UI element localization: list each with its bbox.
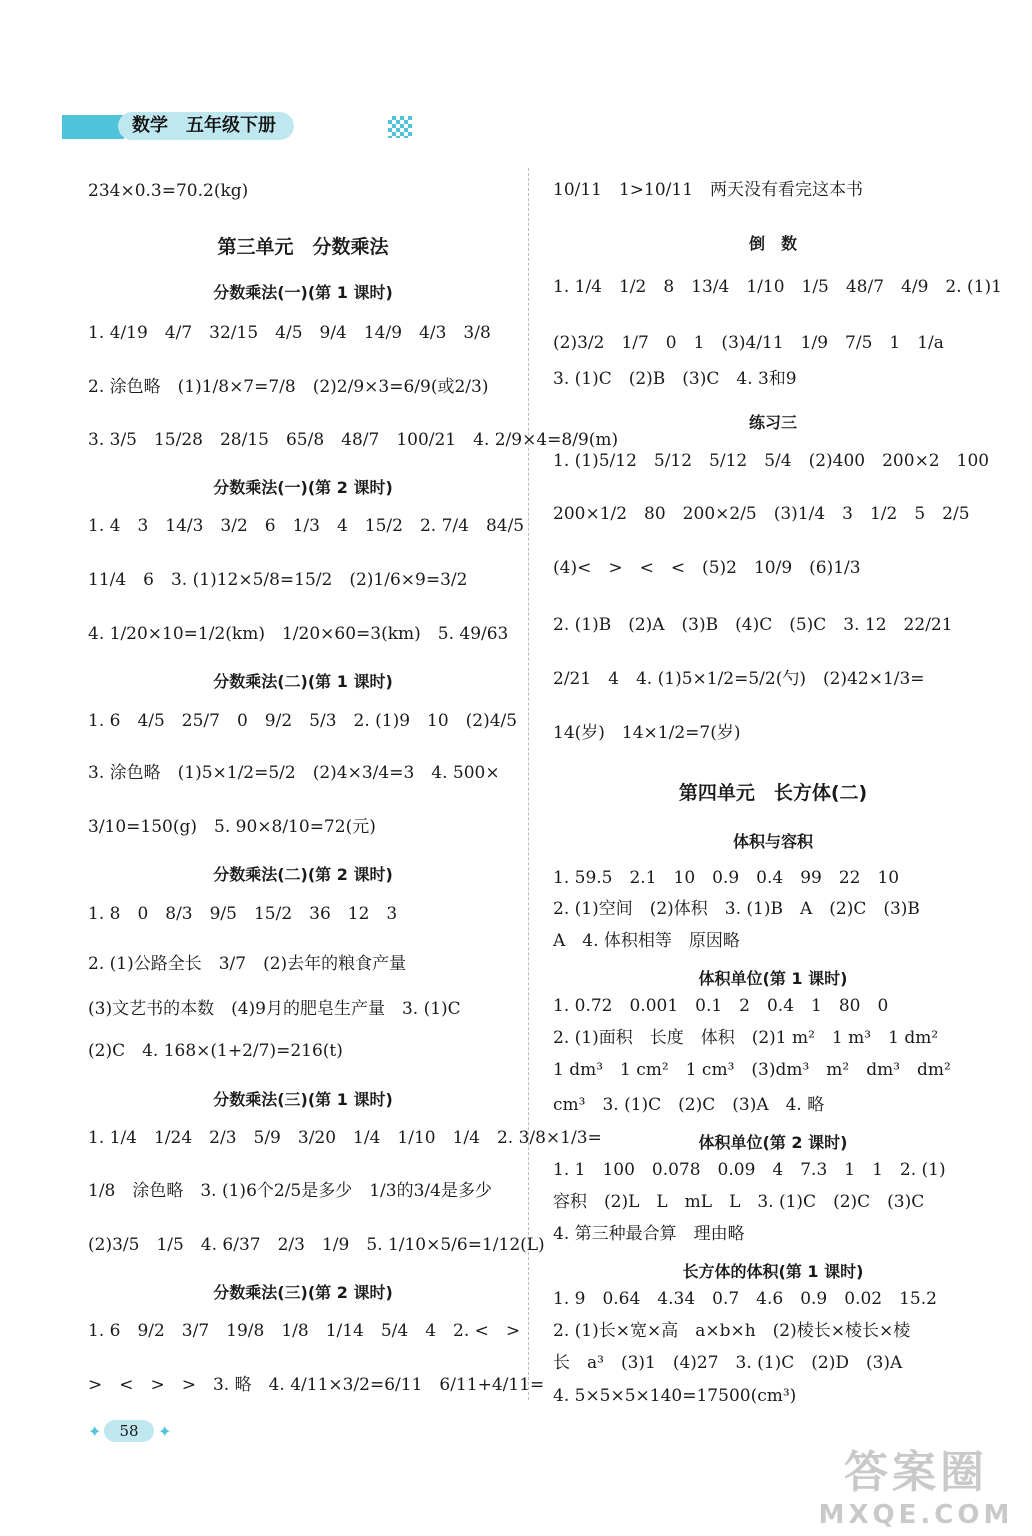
answer-line: 4. 第三种最合算 理由略: [553, 1224, 745, 1244]
answer-line: 3. (1)C (2)B (3)C 4. 3和9: [553, 369, 797, 389]
header-subject: 数学: [132, 115, 168, 136]
answer-line: (4)< > < < (5)2 10/9 (6)1/3: [553, 558, 861, 578]
answer-line: (2)3/2 1/7 0 1 (3)4/11 1/9 7/5 1 1/a: [553, 333, 944, 353]
answer-line: 234×0.3=70.2(kg): [88, 181, 249, 201]
page-number-label: 58: [104, 1420, 154, 1442]
answer-line: (3)文艺书的本数 (4)9月的肥皂生产量 3. (1)C: [88, 999, 461, 1019]
section-title: 分数乘法(二)(第 1 课时): [213, 672, 393, 691]
section-title: 体积与容积: [732, 832, 813, 851]
answer-line: 3/10=150(g) 5. 90×8/10=72(元): [88, 817, 376, 837]
answer-line: 2/21 4 4. (1)5×1/2=5/2(勺) (2)42×1/3=: [553, 669, 925, 689]
header-color-block: [62, 115, 124, 139]
answer-line: 2. (1)B (2)A (3)B (4)C (5)C 3. 12 22/21: [553, 615, 953, 635]
header-title: [118, 112, 294, 140]
section-title: 体积单位(第 2 课时): [698, 1133, 848, 1152]
answer-line: 长 a³ (3)1 (4)27 3. (1)C (2)D (3)A: [553, 1353, 903, 1373]
answer-line: 1. 8 0 8/3 9/5 15/2 36 12 3: [88, 904, 398, 924]
section-title: 体积单位(第 1 课时): [698, 969, 848, 988]
answer-line: 3. 3/5 15/28 28/15 65/8 48/7 100/21 4. 2/9×4=8/9(m): [88, 430, 619, 450]
section-title: 分数乘法(二)(第 2 课时): [213, 865, 393, 884]
answer-line: 1. 6 4/5 25/7 0 9/2 5/3 2. (1)9 10 (2)4/5: [88, 711, 518, 731]
unit-title: 第四单元 长方体(二): [678, 782, 868, 804]
answer-line: (2)3/5 1/5 4. 6/37 2/3 1/9 5. 1/10×5/6=1/12(L): [88, 1235, 545, 1255]
watermark: [816, 1436, 1016, 1530]
section-title: 分数乘法(一)(第 2 课时): [213, 478, 393, 497]
star-icon: ✦: [88, 1422, 102, 1441]
watermark-logo-text: 答案圈: [844, 1447, 988, 1498]
answer-line: 1. 4 3 14/3 3/2 6 1/3 4 15/2 2. 7/4 84/5: [88, 516, 525, 536]
answer-line: 2. 涂色略 (1)1/8×7=7/8 (2)2/9×3=6/9(或2/3): [88, 377, 489, 397]
answer-line: 1/8 涂色略 3. (1)6个2/5是多少 1/3的3/4是多少: [88, 1181, 492, 1201]
answer-line: 1. 9 0.64 4.34 0.7 4.6 0.9 0.02 15.2: [553, 1289, 937, 1309]
book-header: [62, 112, 362, 142]
header-grade: 五年级下册: [186, 115, 276, 136]
answer-line: 2. (1)空间 (2)体积 3. (1)B A (2)C (3)B: [553, 899, 920, 919]
answer-line: 14(岁) 14×1/2=7(岁): [553, 723, 741, 743]
answer-line: 10/11 1>10/11 两天没有看完这本书: [553, 180, 864, 200]
answer-line: 1. 4/19 4/7 32/15 4/5 9/4 14/9 4/3 3/8: [88, 323, 491, 343]
answer-line: cm³ 3. (1)C (2)C (3)A 4. 略: [553, 1095, 825, 1115]
answer-line: 1. 1/4 1/24 2/3 5/9 3/20 1/4 1/10 1/4 2. 3/8×1/3=: [88, 1128, 602, 1148]
section-title: 长方体的体积(第 1 课时): [682, 1262, 864, 1281]
section-title: 练习三: [748, 413, 797, 432]
answer-line: 11/4 6 3. (1)12×5/8=15/2 (2)1/6×9=3/2: [88, 570, 468, 590]
section-title: 倒 数: [748, 234, 797, 253]
answer-line: 4. 5×5×5×140=17500(cm³): [553, 1386, 797, 1406]
answer-line: (2)C 4. 168×(1+2/7)=216(t): [88, 1041, 343, 1061]
answer-line: 2. (1)面积 长度 体积 (2)1 m² 1 m³ 1 dm²: [553, 1028, 939, 1048]
section-title: 分数乘法(三)(第 2 课时): [213, 1283, 393, 1302]
unit-title: 第三单元 分数乘法: [217, 236, 389, 258]
answer-line: 容积 (2)L L mL L 3. (1)C (2)C (3)C: [553, 1192, 925, 1212]
watermark-url: MXQE.COM: [818, 1500, 1014, 1530]
answer-line: 4. 1/20×10=1/2(km) 1/20×60=3(km) 5. 49/63: [88, 624, 509, 644]
answer-line: 1. (1)5/12 5/12 5/12 5/4 (2)400 200×2 100: [553, 451, 990, 471]
answer-line: 2. (1)长×宽×高 a×b×h (2)棱长×棱长×棱: [553, 1321, 911, 1341]
answer-line: > < > > 3. 略 4. 4/11×3/2=6/11 6/11+4/11=: [88, 1375, 545, 1395]
answer-line: 200×1/2 80 200×2/5 (3)1/4 3 1/2 5 2/5: [553, 504, 970, 524]
answer-line: 3. 涂色略 (1)5×1/2=5/2 (2)4×3/4=3 4. 500×: [88, 763, 500, 783]
section-title: 分数乘法(三)(第 1 课时): [213, 1090, 393, 1109]
answer-line: 1. 1/4 1/2 8 13/4 1/10 1/5 48/7 4/9 2. (1)1: [553, 277, 1002, 297]
header-checker-decoration: [388, 116, 412, 138]
star-icon: ✦: [158, 1422, 172, 1441]
answer-line: 2. (1)公路全长 3/7 (2)去年的粮食产量: [88, 954, 407, 974]
column-divider: [528, 168, 529, 1400]
answer-line: A 4. 体积相等 原因略: [553, 931, 740, 951]
answer-line: 1. 1 100 0.078 0.09 4 7.3 1 1 2. (1): [553, 1160, 946, 1180]
answer-line: 1 dm³ 1 cm² 1 cm³ (3)dm³ m² dm³ dm²: [553, 1060, 951, 1080]
answer-line: 1. 59.5 2.1 10 0.9 0.4 99 22 10: [553, 868, 900, 888]
answer-line: 1. 0.72 0.001 0.1 2 0.4 1 80 0: [553, 996, 889, 1016]
section-title: 分数乘法(一)(第 1 课时): [213, 283, 393, 302]
page-number: [88, 1420, 172, 1444]
answer-line: 1. 6 9/2 3/7 19/8 1/8 1/14 5/4 4 2. < >: [88, 1321, 521, 1341]
